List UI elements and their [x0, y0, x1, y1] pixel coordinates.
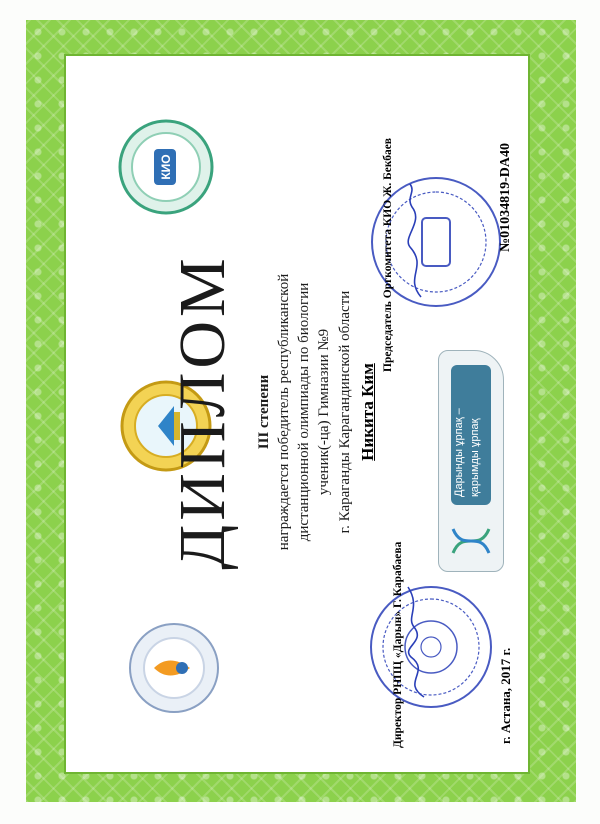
award-line-3: ученик(-ца) Гимназии №9 — [316, 328, 332, 496]
kio-committee-emblem — [116, 117, 216, 217]
daryn-logo-badge — [438, 350, 504, 572]
daryn-slogan-line-2: қарымды ұрпақ — [469, 418, 481, 497]
city-year: г. Астана, 2017 г. — [498, 647, 513, 744]
diploma-title: ДИПЛОМ — [166, 254, 239, 570]
center-emblem — [126, 620, 222, 716]
director-signature-label: Директор РНПЦ «Дарын» Г. Карабаева — [392, 541, 404, 748]
award-line-4: г. Караганды Карагандинской области — [337, 290, 353, 534]
serial-number: №01034819-DA40 — [498, 143, 513, 252]
dna-icon — [449, 519, 493, 563]
recipient-name: Никита Ким — [358, 363, 377, 461]
degree-label: III степени — [256, 374, 272, 450]
diploma-inner-panel — [64, 54, 530, 774]
chair-signature-label: Председатель Оргкомитета КИО Ж. Бекбаев — [382, 137, 394, 372]
award-line-1: награждается победитель республиканской — [276, 273, 292, 551]
diploma-content — [66, 56, 528, 772]
chair-signature — [396, 182, 436, 302]
daryn-slogan-line-1: Дарынды ұрпақ – — [453, 408, 465, 497]
award-line-2: дистанционной олимпиады по биологии — [296, 282, 312, 542]
kio-logo-text: КИО — [159, 154, 173, 180]
